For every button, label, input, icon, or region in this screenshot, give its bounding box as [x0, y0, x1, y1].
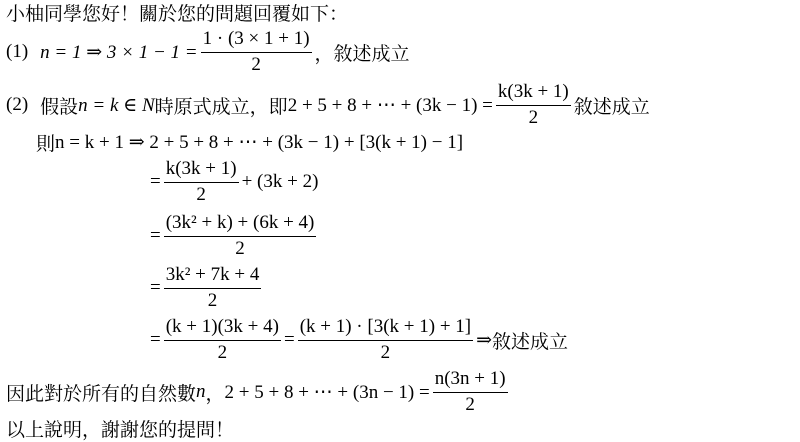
- part2-label: (2): [6, 94, 29, 115]
- part2-assume-middle: 時原式成立，即: [154, 95, 288, 118]
- step4-fraction-2-denominator: 2: [380, 341, 391, 363]
- step4-fraction-2: [298, 317, 473, 364]
- part2-fraction: [496, 82, 571, 129]
- conclusion-fraction-numerator: n(3n + 1): [433, 369, 508, 393]
- part2-suffix: 敘述成立: [573, 95, 650, 118]
- conclusion-separator: ，: [205, 382, 225, 405]
- part2-assume-equation: n = k ∈ N: [78, 94, 155, 116]
- step4-fraction-1-numerator: (k + 1)(3k + 4): [164, 317, 281, 341]
- step1-fraction: [164, 159, 239, 206]
- step3-line: [150, 258, 264, 318]
- step4-fraction-1: [164, 317, 281, 364]
- closing-text: 以上說明，謝謝您的提問！: [6, 418, 235, 441]
- part2-assume-prefix: 假設: [40, 95, 79, 118]
- step3-equals: =: [150, 277, 161, 298]
- part2-fraction-denominator: 2: [528, 106, 539, 128]
- part1-fraction: [201, 29, 312, 76]
- step3-fraction: [164, 265, 262, 312]
- step1-line: [150, 152, 318, 212]
- implies-arrow-icon: ⇒: [476, 329, 493, 351]
- step2-fraction-denominator: 2: [235, 237, 245, 259]
- part1-suffix: ，敘述成立: [314, 42, 410, 65]
- conclusion-equation: 2 + 5 + 8 + ⋯ + (3n − 1) =: [224, 381, 430, 403]
- step1-fraction-denominator: 2: [196, 183, 206, 205]
- conclusion-variable: n: [196, 381, 206, 402]
- step1-equals: =: [150, 171, 161, 192]
- conclusion-prefix: 因此對於所有的自然數: [6, 382, 197, 405]
- conclusion-fraction: [433, 369, 508, 416]
- step4-fraction-2-numerator: (k + 1) · [3(k + 1) + 1]: [298, 317, 473, 341]
- step2-fraction: [164, 213, 317, 260]
- step2-equals: =: [150, 225, 161, 246]
- step4-line: [150, 310, 568, 370]
- part2-fraction-numerator: k(3k + 1): [496, 82, 571, 106]
- step3-fraction-numerator: 3k² + 7k + 4: [164, 265, 262, 289]
- part2-sum-equation: 2 + 5 + 8 + ⋯ + (3k − 1) =: [287, 94, 493, 116]
- part1-label: (1): [6, 41, 29, 62]
- greeting-text: 小柚同學您好！關於您的問題回覆如下：: [6, 2, 349, 25]
- part1-fraction-denominator: 2: [251, 53, 261, 75]
- then-equation: n = k + 1 ⇒ 2 + 5 + 8 + ⋯ + (3k − 1) + [3(k + 1) − 1]: [55, 131, 464, 153]
- part1-fraction-numerator: 1 · (3 × 1 + 1): [201, 29, 312, 53]
- step3-fraction-denominator: 2: [207, 289, 218, 311]
- step1-fraction-numerator: k(3k + 1): [164, 159, 239, 183]
- step1-rest: + (3k + 2): [241, 171, 319, 192]
- part1-line: [6, 22, 410, 82]
- step4-equals-2: =: [283, 329, 295, 350]
- step2-line: [150, 206, 319, 266]
- part1-equation: n = 1 ⇒ 3 × 1 − 1 =: [40, 41, 198, 63]
- step2-fraction-numerator: (3k² + k) + (6k + 4): [164, 213, 317, 237]
- step4-suffix: 敘述成立: [492, 330, 569, 353]
- step4-equals: =: [150, 329, 161, 350]
- closing-line: [6, 398, 234, 442]
- step4-fraction-1-denominator: 2: [217, 341, 228, 363]
- conclusion-fraction-denominator: 2: [465, 393, 475, 415]
- then-prefix: 則: [36, 132, 56, 155]
